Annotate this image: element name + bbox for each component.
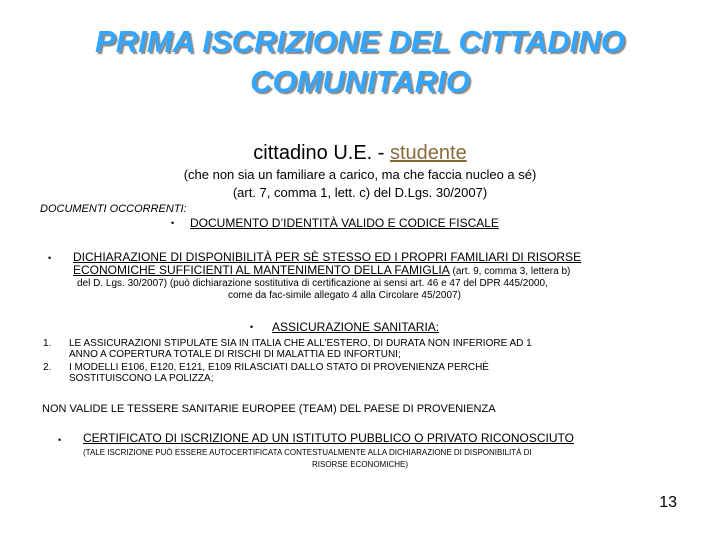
slide-title [0, 22, 720, 102]
bullet-icon: • [250, 322, 254, 332]
bullet-icon: • [171, 218, 175, 228]
resources-declaration-line-2-text: ECONOMICHE SUFFICIENTI AL MANTENIMENTO DELLA FAMIGLIA [73, 263, 450, 277]
slide-title-line-1: PRIMA ISCRIZIONE DEL CITTADINO [95, 24, 625, 59]
health-insurance-heading: ASSICURAZIONE SANITARIA: [272, 320, 440, 334]
documents-header: DOCUMENTI OCCORRENTI: [40, 203, 187, 215]
insurance-item-2-line-1: I MODELLI E106, E120, E121, E109 RILASCIATI DALLO STATO DI PROVENIENZA PERCHÈ [69, 362, 489, 373]
studente-link[interactable]: studente [389, 142, 467, 164]
insurance-item-1-line-1: LE ASSICURAZIONI STIPULATE SIA IN ITALIA CHE ALL’ESTERO, DI DURATA NON INFERIORE AD 1 [69, 338, 532, 349]
bullet-icon: • [48, 253, 52, 263]
resources-declaration-line-2 [73, 263, 570, 278]
subtitle-prefix: cittadino U.E. - [253, 142, 390, 164]
note-line-1: (che non sia un familiare a carico, ma che faccia nucleo a sé) [183, 167, 537, 182]
insurance-item-1-line-2: ANNO A COPERTURA TOTALE DI RISCHI DI MALATTIA ED INFORTUNI; [69, 349, 401, 360]
insurance-item-number: 1. [43, 338, 52, 349]
note-line-2: (art. 7, comma 1, lett. c) del D.Lgs. 30/2007) [232, 185, 488, 200]
identity-document-item: DOCUMENTO D’IDENTITÀ VALIDO E CODICE FISCALE [190, 216, 499, 230]
bullet-icon: • [58, 435, 62, 445]
team-cards-note: NON VALIDE LE TESSERE SANITARIE EUROPEE (TEAM) DEL PAESE DI PROVENIENZA [42, 403, 496, 415]
subtitle [0, 141, 720, 165]
resources-declaration-line-1: DICHIARAZIONE DI DISPONIBILITÀ PER SÈ STESSO ED I PROPRI FAMILIARI DI RISORSE [73, 250, 582, 264]
enrollment-certificate-item: CERTIFICATO DI ISCRIZIONE AD UN ISTITUTO PUBBLICO O PRIVATO RICONOSCIUTO [83, 431, 574, 445]
resources-declaration-line-4: come da fac-simile allegato 4 alla Circolare 45/2007) [228, 290, 461, 301]
insurance-item-number: 2. [43, 362, 52, 373]
resources-declaration-line-3: del D. Lgs. 30/2007) (può dichiarazione sostitutiva di certificazione ai sensi art. 46 e 47 del DPR 445/2000, [77, 278, 548, 289]
page-number: 13 [659, 494, 677, 511]
resources-reference: (art. 9, comma 3, lettera b) [449, 266, 571, 277]
insurance-item-2-line-2: SOSTITUISCONO LA POLIZZA; [69, 373, 214, 384]
certificate-note-line-1: (TALE ISCRIZIONE PUÒ ESSERE AUTOCERTIFICATA CONTESTUALMENTE ALLA DICHIARAZIONE DI DISPONIBILITÀ DI [83, 448, 532, 457]
slide-title-line-2: COMUNITARIO [250, 64, 470, 99]
certificate-note-line-2: RISORSE ECONOMICHE) [311, 460, 408, 469]
